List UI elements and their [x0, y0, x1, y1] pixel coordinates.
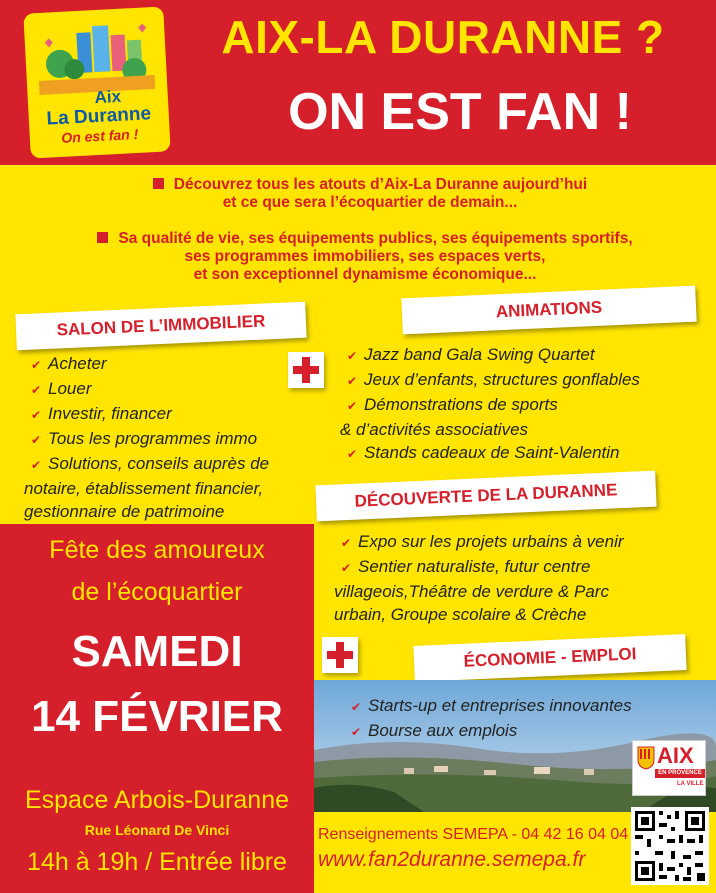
aix-logo-tag: LA VILLE	[677, 781, 704, 787]
salon-list	[24, 352, 314, 523]
aix-la-duranne-logo	[23, 6, 170, 158]
list-item-continuation: & d’activités associatives	[340, 420, 529, 439]
list-item: ✔ Démonstrations de sports	[340, 393, 716, 418]
check-icon: ✔	[346, 447, 358, 461]
decouverte-list	[334, 530, 714, 626]
list-item: ✔ Jeux d’enfants, structures gonflables	[340, 368, 716, 393]
list-item-continuation: gestionnaire de patrimoine	[24, 502, 225, 521]
square-bullet-icon	[97, 232, 108, 243]
main-title: AIX-LA DURANNE ?	[221, 11, 665, 63]
intro-p2-line1: Sa qualité de vie, ses équipements publics, ses équipements sportifs,	[118, 230, 633, 247]
list-item-continuation: notaire, établissement financier,	[24, 479, 264, 498]
intro-p1-line2: et ce que sera l’écoquartier de demain...	[222, 194, 518, 211]
list-item: ✔ Bourse aux emplois	[344, 719, 714, 744]
list-item: ✔ Acheter	[24, 352, 314, 377]
animations-label: ANIMATIONS	[401, 286, 696, 335]
logo-line1: Aix	[94, 86, 122, 108]
animations-list	[340, 343, 716, 466]
event-hours: 14h à 19h / Entrée libre	[27, 848, 287, 876]
event-title-line1: Fête des amoureux	[49, 536, 265, 564]
salon-label: SALON DE L’IMMOBILIER	[15, 302, 306, 351]
list-item: ✔ Sentier naturaliste, futur centre	[334, 555, 714, 580]
event-street: Rue Léonard De Vinci	[84, 822, 230, 838]
plus-icon	[322, 637, 358, 673]
check-icon: ✔	[30, 358, 42, 372]
decouverte-label: DÉCOUVERTE DE LA DURANNE	[315, 471, 656, 522]
contact-info: Renseignements SEMEPA - 04 42 16 04 04	[318, 826, 629, 843]
check-icon: ✔	[346, 374, 358, 388]
list-item: ✔ Solutions, conseils auprès de	[24, 452, 314, 477]
list-item: ✔ Expo sur les projets urbains à venir	[334, 530, 714, 555]
coat-of-arms-icon	[637, 746, 655, 770]
event-venue: Espace Arbois-Duranne	[24, 786, 290, 814]
aix-logo-name: AIX	[657, 743, 694, 768]
aix-logo-sub: EN PROVENCE	[655, 769, 705, 778]
main-subtitle: ON EST FAN !	[288, 83, 632, 141]
list-item: ✔ Tous les programmes immo	[24, 427, 314, 452]
intro-p1-line1: Découvrez tous les atouts d’Aix-La Duranne aujourd’hui	[173, 176, 588, 193]
check-icon: ✔	[30, 408, 42, 422]
intro-paragraph-1	[60, 176, 680, 212]
plus-icon	[288, 352, 324, 388]
check-icon: ✔	[340, 536, 352, 550]
economie-label: ÉCONOMIE - EMPLOI	[413, 634, 686, 682]
website-url[interactable]: www.fan2duranne.semepa.fr	[318, 848, 586, 871]
check-icon: ✔	[346, 399, 358, 413]
aix-en-provence-logo	[632, 740, 706, 796]
event-title-line2: de l’écoquartier	[71, 578, 243, 606]
check-icon: ✔	[346, 349, 358, 363]
check-icon: ✔	[340, 561, 352, 575]
square-bullet-icon	[153, 178, 164, 189]
intro-paragraph-2	[20, 230, 710, 284]
logo-line3: On est fan !	[60, 125, 139, 146]
qr-code-icon[interactable]	[631, 807, 709, 885]
list-item: ✔ Investir, financer	[24, 402, 314, 427]
economie-list	[344, 694, 714, 744]
list-item: ✔ Jazz band Gala Swing Quartet	[340, 343, 716, 368]
list-item: ✔ Louer	[24, 377, 314, 402]
event-day: SAMEDI	[71, 627, 243, 676]
check-icon: ✔	[30, 433, 42, 447]
intro-p2-line3: et son exceptionnel dynamisme économique...	[193, 266, 537, 283]
intro-p2-line2: ses programmes immobiliers, ses espaces verts,	[184, 248, 546, 265]
logo-line2: La Duranne	[46, 103, 152, 130]
list-item: ✔ Stands cadeaux de Saint-Valentin	[340, 441, 716, 466]
list-item: ✔ Starts-up et entreprises innovantes	[344, 694, 714, 719]
list-item-continuation: villageois,Théâtre de verdure & Parc	[334, 582, 609, 601]
list-item-continuation: urbain, Groupe scolaire & Crèche	[334, 605, 587, 624]
check-icon: ✔	[30, 458, 42, 472]
check-icon: ✔	[350, 725, 362, 739]
check-icon: ✔	[350, 700, 362, 714]
check-icon: ✔	[30, 383, 42, 397]
event-date: 14 FÉVRIER	[31, 692, 283, 741]
city-illustration-icon	[36, 19, 156, 95]
